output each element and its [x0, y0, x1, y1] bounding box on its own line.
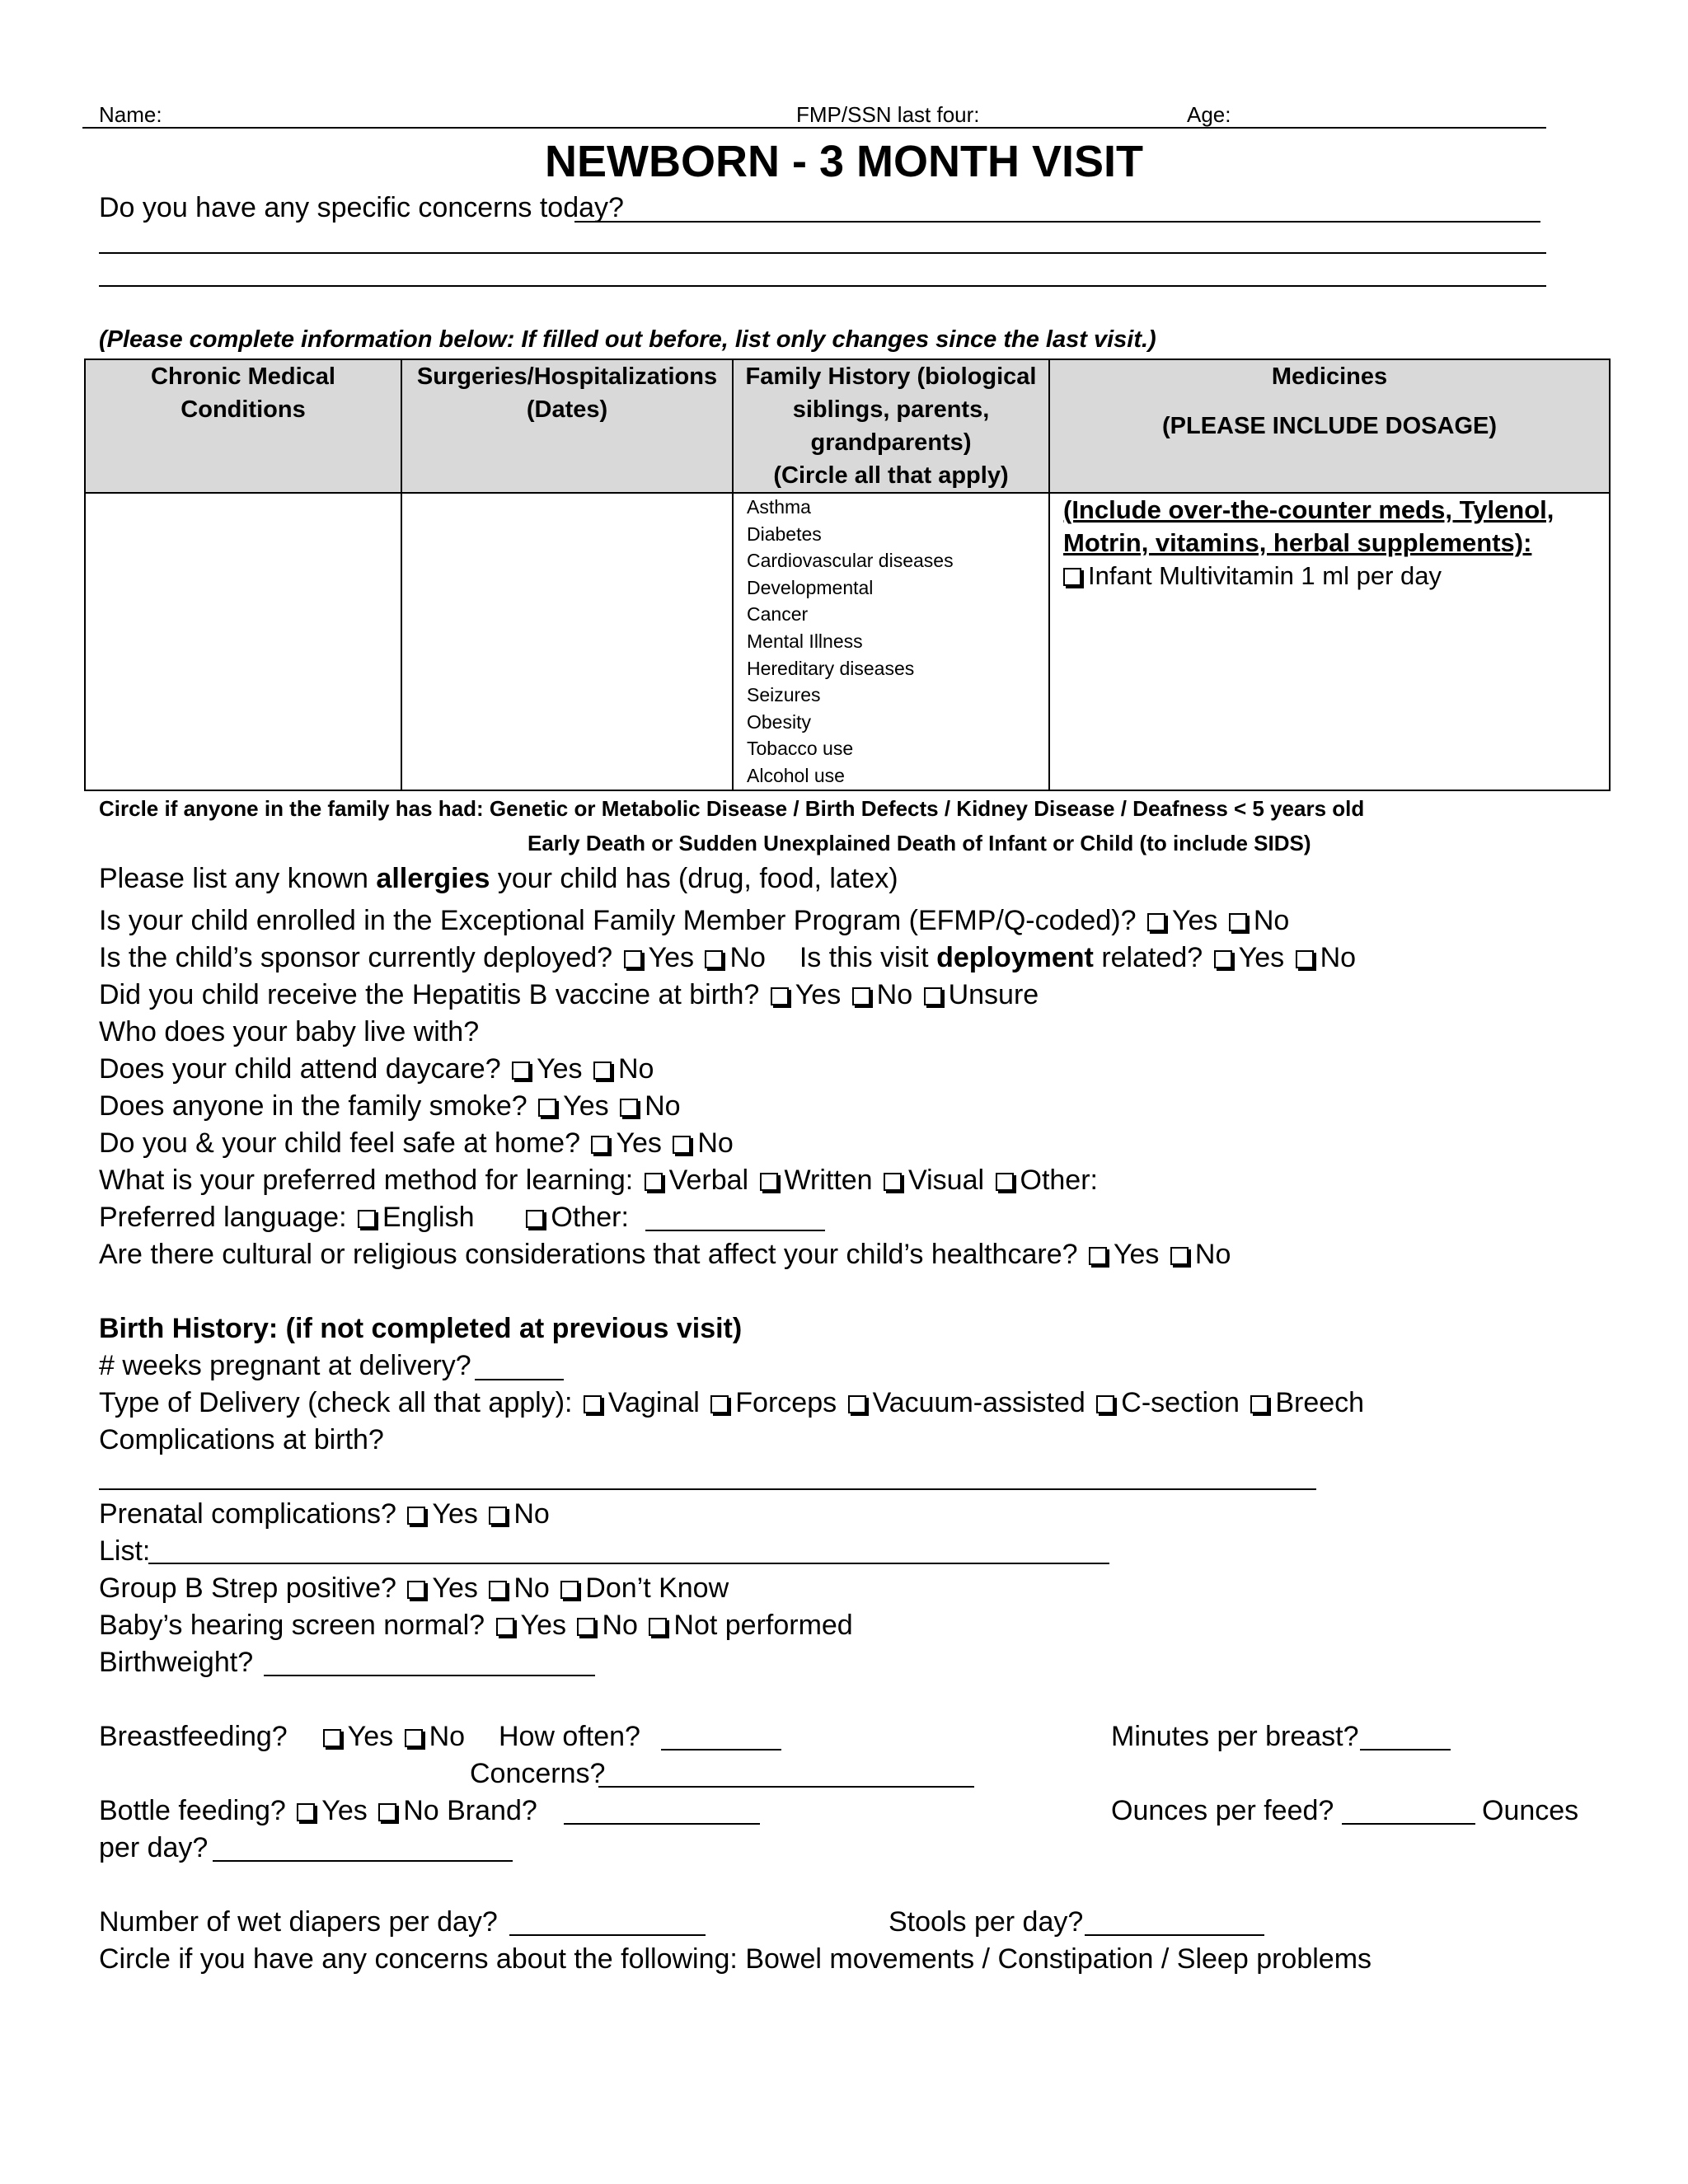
checkbox[interactable]	[1214, 950, 1232, 968]
family-history-item[interactable]: Diabetes	[747, 523, 822, 545]
allergies-question: Please list any known allergies your child has (drug, food, latex)	[99, 863, 898, 894]
weeks-field[interactable]	[475, 1379, 564, 1380]
checkbox[interactable]	[924, 987, 942, 1005]
concerns-field-3[interactable]	[99, 285, 1546, 287]
checkbox[interactable]	[489, 1507, 507, 1525]
hearing-question: Baby’s hearing screen normal? Yes No Not performed	[99, 1610, 853, 1641]
wet-diapers-question: Number of wet diapers per day?	[99, 1906, 498, 1938]
ounces-feed-question: Ounces per feed?	[1111, 1795, 1334, 1826]
header-rule	[82, 127, 1546, 129]
ounces-day-label: Ounces	[1482, 1795, 1579, 1826]
how-often-field[interactable]	[661, 1749, 781, 1750]
family-history-item[interactable]: Developmental	[747, 576, 874, 598]
medicines-cell	[1049, 493, 1610, 790]
family-circle-line-2: Early Death or Sudden Unexplained Death of Infant or Child (to include SIDS)	[528, 831, 1311, 855]
language-question: Preferred language: English Other:	[99, 1202, 629, 1233]
checkbox[interactable]	[512, 1062, 530, 1080]
family-history-item[interactable]: Cardiovascular diseases	[747, 550, 954, 572]
checkbox[interactable]	[710, 1395, 729, 1413]
learning-question: What is your preferred method for learning: Verbal Written Visual Other:	[99, 1165, 1098, 1196]
complications-field[interactable]	[99, 1488, 1316, 1490]
ounces-day-field[interactable]	[213, 1860, 513, 1862]
checkbox[interactable]	[1250, 1395, 1268, 1413]
fmp-label: FMP/SSN last four:	[796, 102, 980, 127]
list-label: List:	[99, 1535, 151, 1567]
surgeries-header: Surgeries/Hospitalizations (Dates)	[401, 359, 733, 493]
checkbox[interactable]	[489, 1581, 507, 1599]
family-history-cell	[733, 493, 1049, 790]
checkbox[interactable]	[560, 1581, 579, 1599]
history-table	[84, 359, 1611, 791]
gbs-question: Group B Strep positive? Yes No Don’t Know	[99, 1572, 729, 1604]
checkbox[interactable]	[378, 1803, 396, 1821]
safe-question: Do you & your child feel safe at home? Yes No	[99, 1127, 734, 1159]
prenatal-question: Prenatal complications? Yes No	[99, 1498, 550, 1530]
concerns-field-1[interactable]	[574, 221, 1540, 223]
weeks-question: # weeks pregnant at delivery?	[99, 1350, 471, 1381]
checkbox[interactable]	[358, 1210, 376, 1228]
minutes-field[interactable]	[1360, 1749, 1451, 1750]
checkbox[interactable]	[577, 1618, 595, 1636]
checkbox[interactable]	[624, 950, 642, 968]
birth-history-heading: Birth History: (if not completed at previous visit)	[99, 1313, 743, 1344]
concerns-question: Do you have any specific concerns today?	[99, 192, 624, 223]
stools-field[interactable]	[1085, 1934, 1264, 1936]
page-title: NEWBORN - 3 MONTH VISIT	[545, 137, 1143, 186]
age-label: Age:	[1187, 102, 1231, 127]
name-label: Name:	[99, 102, 162, 127]
cultural-question: Are there cultural or religious considerations that affect your child’s healthcare? Yes No	[99, 1239, 1231, 1270]
ounces-feed-field[interactable]	[1342, 1823, 1475, 1825]
checkbox[interactable]	[1063, 568, 1081, 586]
checkbox[interactable]	[584, 1395, 602, 1413]
checkbox[interactable]	[297, 1803, 315, 1821]
checkbox[interactable]	[673, 1136, 691, 1154]
medicines-note: (Include over-the-counter meds, Tylenol,	[1063, 495, 1554, 524]
bottle-question: Bottle feeding? Yes No Brand?	[99, 1795, 537, 1826]
stools-question: Stools per day?	[889, 1906, 1084, 1938]
checkbox[interactable]	[852, 987, 870, 1005]
checkbox[interactable]	[620, 1099, 638, 1117]
list-field[interactable]	[148, 1563, 1109, 1564]
family-history-item[interactable]: Obesity	[747, 710, 811, 733]
checkbox[interactable]	[649, 1618, 667, 1636]
checkbox[interactable]	[645, 1173, 663, 1191]
family-history-header: Family History (biological siblings, parents, grandparents) (Circle all that apply)	[733, 359, 1049, 493]
language-other-field[interactable]	[645, 1230, 825, 1231]
family-history-item[interactable]: Hereditary diseases	[747, 657, 915, 679]
family-history-item[interactable]: Mental Illness	[747, 630, 863, 652]
minutes-question: Minutes per breast?	[1111, 1721, 1359, 1752]
chronic-conditions-header: Chronic Medical Conditions	[85, 359, 401, 493]
checkbox[interactable]	[1096, 1395, 1114, 1413]
checkbox[interactable]	[996, 1173, 1014, 1191]
checkbox[interactable]	[538, 1099, 556, 1117]
checkbox[interactable]	[323, 1729, 341, 1747]
checkbox[interactable]	[407, 1581, 425, 1599]
family-circle-line-1: Circle if anyone in the family has had: Genetic or Metabolic Disease / Birth Defects / Kidney Disease / Deafness < 5 years old	[99, 796, 1365, 821]
concerns-field-2[interactable]	[99, 252, 1546, 254]
birthweight-field[interactable]	[264, 1675, 595, 1676]
daycare-question: Does your child attend daycare? Yes No	[99, 1053, 654, 1085]
medicines-note: Motrin, vitamins, herbal supplements):	[1063, 528, 1532, 557]
checkbox[interactable]	[848, 1395, 866, 1413]
checkbox[interactable]	[593, 1062, 612, 1080]
checkbox[interactable]	[1229, 913, 1247, 931]
chronic-conditions-cell[interactable]	[85, 493, 401, 790]
medicines-header: Medicines (PLEASE INCLUDE DOSAGE)	[1049, 359, 1610, 493]
hepb-question: Did you child receive the Hepatitis B vaccine at birth? Yes No Unsure	[99, 979, 1039, 1010]
checkbox[interactable]	[1170, 1247, 1189, 1265]
family-history-item[interactable]: Asthma	[747, 496, 811, 518]
efmp-question: Is your child enrolled in the Exceptional Family Member Program (EFMP/Q-coded)? Yes No	[99, 905, 1290, 936]
feeding-concerns-question: Concerns?	[470, 1758, 606, 1789]
per-day-label: per day?	[99, 1832, 209, 1863]
wet-diapers-field[interactable]	[509, 1934, 706, 1936]
lives-with-question: Who does your baby live with?	[99, 1016, 480, 1047]
checkbox[interactable]	[760, 1173, 778, 1191]
checkbox[interactable]	[1296, 950, 1314, 968]
circle-concerns-line: Circle if you have any concerns about the following: Bowel movements / Constipation / Sleep problems	[99, 1943, 1372, 1975]
checkbox[interactable]	[526, 1210, 544, 1228]
breastfeeding-question: Breastfeeding? Yes No How often?	[99, 1721, 640, 1752]
checkbox[interactable]	[405, 1729, 423, 1747]
deployed-question: Is the child’s sponsor currently deployed? Yes No Is this visit deployment related? Yes No	[99, 942, 1357, 973]
surgeries-cell[interactable]	[401, 493, 733, 790]
checkbox[interactable]	[705, 950, 723, 968]
checkbox[interactable]	[496, 1618, 514, 1636]
brand-field[interactable]	[564, 1823, 760, 1825]
family-history-item[interactable]: Alcohol use	[747, 764, 845, 786]
feeding-concerns-field[interactable]	[598, 1786, 974, 1788]
family-history-item[interactable]: Seizures	[747, 684, 821, 706]
family-history-item[interactable]: Cancer	[747, 603, 809, 626]
smoke-question: Does anyone in the family smoke? Yes No	[99, 1090, 681, 1122]
checkbox[interactable]	[591, 1136, 609, 1154]
checkbox[interactable]	[771, 987, 789, 1005]
medicine-item: Infant Multivitamin 1 ml per day	[1063, 560, 1609, 593]
checkbox[interactable]	[884, 1173, 902, 1191]
delivery-type-question: Type of Delivery (check all that apply): Vaginal Forceps Vacuum-assisted C-section Breech	[99, 1387, 1365, 1418]
family-history-item[interactable]: Tobacco use	[747, 738, 854, 760]
instructions: (Please complete information below: If filled out before, list only changes since the last visit.)	[99, 326, 1156, 353]
checkbox[interactable]	[407, 1507, 425, 1525]
complications-question: Complications at birth?	[99, 1424, 384, 1455]
birthweight-question: Birthweight?	[99, 1647, 254, 1678]
checkbox[interactable]	[1147, 913, 1165, 931]
checkbox[interactable]	[1089, 1247, 1107, 1265]
